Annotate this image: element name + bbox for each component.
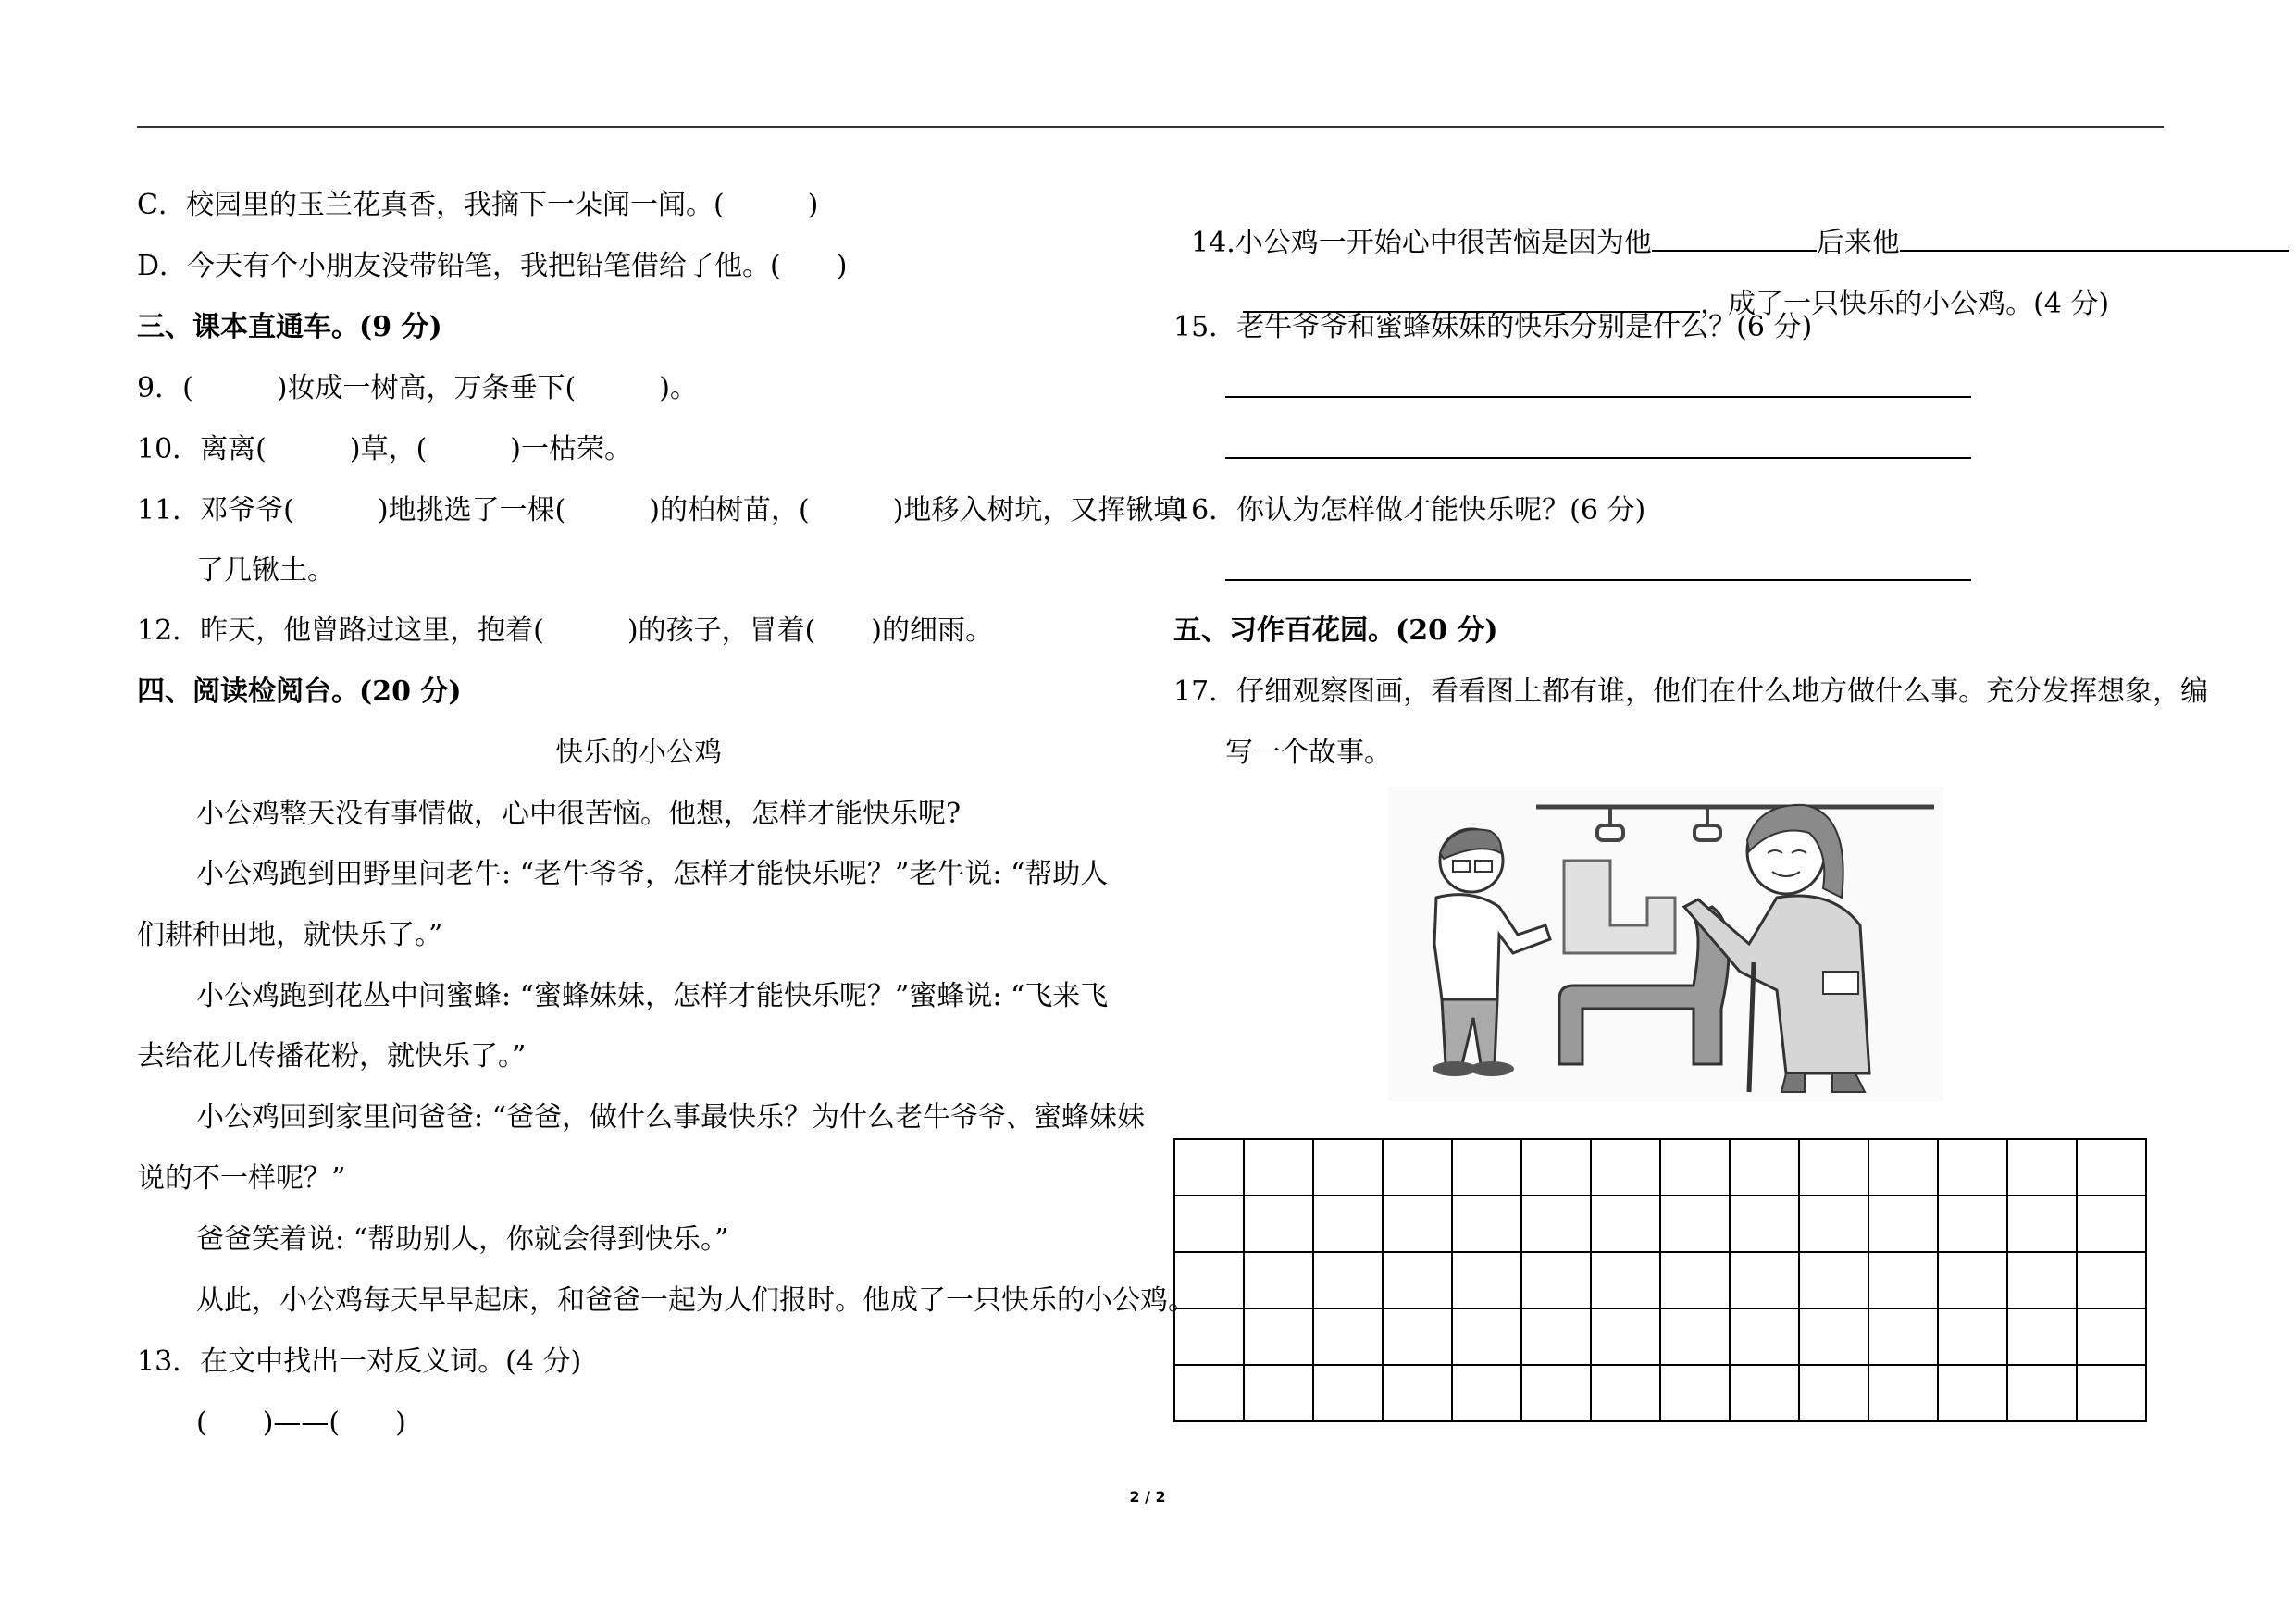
grid-cell	[1174, 1308, 1244, 1365]
story-title: 快乐的小公鸡	[555, 737, 722, 769]
answer-line[interactable]	[1225, 457, 1971, 459]
composition-grid[interactable]	[1173, 1138, 2147, 1422]
grid-cell	[1244, 1196, 1313, 1252]
grid-cell	[1660, 1308, 1730, 1365]
grid-cell	[1730, 1252, 1799, 1308]
page-number: 2 / 2	[1129, 1488, 1166, 1506]
question-14-line1	[1173, 187, 2289, 259]
grid-cell	[1383, 1308, 1452, 1365]
grid-cell	[1730, 1139, 1799, 1196]
grid-cell	[1799, 1252, 1868, 1308]
grid-cell	[1799, 1196, 1868, 1252]
grid-cell	[1313, 1196, 1383, 1252]
grid-cell	[1660, 1196, 1730, 1252]
grid-cell	[2077, 1252, 2146, 1308]
grid-cell	[1730, 1365, 1799, 1421]
grid-cell	[2077, 1308, 2146, 1365]
grid-cell	[1868, 1365, 1938, 1421]
grid-cell	[1591, 1308, 1660, 1365]
grid-cell	[1452, 1365, 1521, 1421]
grid-cell	[1452, 1308, 1521, 1365]
grid-cell	[2007, 1139, 2077, 1196]
grid-cell	[1452, 1252, 1521, 1308]
grid-cell	[1938, 1139, 2007, 1196]
grid-cell	[1383, 1365, 1452, 1421]
grid-cell	[1591, 1196, 1660, 1252]
grid-cell	[1521, 1308, 1591, 1365]
question-14-then: 后来他	[1816, 227, 1900, 259]
question-12: 12．昨天，他曾路过这里，抱着( )的孩子，冒着( )的细雨。	[137, 614, 993, 647]
grid-cell	[1591, 1139, 1660, 1196]
grid-cell	[1799, 1365, 1868, 1421]
question-17-line1: 17．仔细观察图画，看看图上都有谁，他们在什么地方做什么事。充分发挥想象，编	[1173, 676, 2209, 708]
grid-cell	[1313, 1252, 1383, 1308]
grid-cell	[1244, 1308, 1313, 1365]
story-paragraph-1: 小公鸡整天没有事情做，心中很苦恼。他想，怎样才能快乐呢?	[196, 798, 962, 830]
story-paragraph-3-line1: 小公鸡跑到花丛中问蜜蜂: “蜜蜂妹妹，怎样才能快乐呢？”蜜蜂说: “飞来飞	[196, 980, 1109, 1012]
grid-cell	[1868, 1139, 1938, 1196]
grid-cell	[1383, 1196, 1452, 1252]
grid-cell	[2007, 1252, 2077, 1308]
story-paragraph-2-line2: 们耕种田地，就快乐了。”	[137, 919, 443, 951]
grid-cell	[1868, 1196, 1938, 1252]
question-14-line2	[1225, 248, 2110, 320]
question-14-prompt: 14.小公鸡一开始心中很苦恼是因为他	[1191, 227, 1652, 259]
grid-cell	[1799, 1139, 1868, 1196]
question-13-answer: ( )——( )	[196, 1407, 406, 1439]
grid-cell	[1452, 1196, 1521, 1252]
question-9: 9．( )妆成一树高，万条垂下( )。	[137, 372, 698, 404]
grid-cell	[1730, 1196, 1799, 1252]
question-10: 10．离离( )草，( )一枯荣。	[137, 433, 632, 465]
grid-cell	[1244, 1139, 1313, 1196]
story-paragraph-2-line1: 小公鸡跑到田野里问老牛: “老牛爷爷，怎样才能快乐呢？”老牛说: “帮助人	[196, 858, 1109, 890]
story-paragraph-6: 从此，小公鸡每天早早起床，和爸爸一起为人们报时。他成了一只快乐的小公鸡。	[196, 1284, 1196, 1317]
grid-cell	[1383, 1139, 1452, 1196]
grid-cell	[2007, 1365, 2077, 1421]
answer-line[interactable]	[1225, 579, 1971, 581]
grid-cell	[1938, 1365, 2007, 1421]
grid-cell	[1244, 1252, 1313, 1308]
grid-cell	[1313, 1139, 1383, 1196]
grid-cell	[1660, 1139, 1730, 1196]
grid-cell	[2007, 1308, 2077, 1365]
grid-cell	[1938, 1196, 2007, 1252]
grid-row	[1174, 1196, 2146, 1252]
story-paragraph-5: 爸爸笑着说: “帮助别人，你就会得到快乐。”	[196, 1223, 729, 1256]
header-rule	[137, 126, 2164, 128]
section-5-heading: 五、习作百花园。(20 分)	[1173, 614, 1498, 647]
grid-cell	[1452, 1139, 1521, 1196]
question-14-end: ，成了一只快乐的小公鸡。(4 分)	[1700, 288, 2110, 320]
section-3-heading: 三、课本直通车。(9 分)	[137, 311, 442, 343]
grid-cell	[1868, 1308, 1938, 1365]
grid-row	[1174, 1308, 2146, 1365]
question-15: 15．老牛爷爷和蜜蜂妹妹的快乐分别是什么？(6 分)	[1173, 311, 1813, 343]
grid-cell	[1521, 1365, 1591, 1421]
grid-cell	[1174, 1196, 1244, 1252]
grid-row	[1174, 1252, 2146, 1308]
grid-row	[1174, 1365, 2146, 1421]
grid-cell	[1521, 1196, 1591, 1252]
grid-cell	[1660, 1252, 1730, 1308]
grid-cell	[1383, 1252, 1452, 1308]
story-paragraph-4-line2: 说的不一样呢？”	[137, 1162, 346, 1195]
question-13: 13．在文中找出一对反义词。(4 分)	[137, 1345, 582, 1378]
question-11-line2: 了几锹土。	[196, 554, 335, 587]
grid-cell	[1938, 1308, 2007, 1365]
grid-cell	[2077, 1196, 2146, 1252]
question-16: 16．你认为怎样做才能快乐呢？(6 分)	[1173, 494, 1646, 527]
grid-row	[1174, 1139, 2146, 1196]
grid-cell	[1521, 1139, 1591, 1196]
grid-cell	[1799, 1308, 1868, 1365]
answer-line[interactable]	[1225, 396, 1971, 398]
story-paragraph-4-line1: 小公鸡回到家里问爸爸: “爸爸，做什么事最快乐？为什么老牛爷爷、蜜蜂妹妹	[196, 1101, 1145, 1134]
grid-cell	[2007, 1196, 2077, 1252]
question-11-line1: 11．邓爷爷( )地挑选了一棵( )的柏树苗，( )地移入树坑，又挥锹填	[137, 494, 1182, 527]
grid-cell	[1868, 1252, 1938, 1308]
section-4-heading: 四、阅读检阅台。(20 分)	[137, 676, 462, 708]
grid-cell	[1730, 1308, 1799, 1365]
grid-cell	[2077, 1365, 2146, 1421]
grid-cell	[1174, 1365, 1244, 1421]
grid-cell	[1313, 1365, 1383, 1421]
grid-cell	[1660, 1365, 1730, 1421]
story-paragraph-3-line2: 去给花儿传播花粉，就快乐了。”	[137, 1040, 527, 1072]
grid-cell	[1313, 1308, 1383, 1365]
question-17-line2: 写一个故事。	[1225, 737, 1392, 769]
option-c: C．校园里的玉兰花真香，我摘下一朵闻一闻。( )	[137, 189, 819, 221]
grid-cell	[1174, 1252, 1244, 1308]
grid-cell	[1938, 1252, 2007, 1308]
grid-cell	[1244, 1365, 1313, 1421]
grid-cell	[1591, 1252, 1660, 1308]
bus-scene-illustration	[1388, 787, 1943, 1101]
option-d: D．今天有个小朋友没带铅笔，我把铅笔借给了他。( )	[137, 250, 848, 282]
grid-cell	[1521, 1252, 1591, 1308]
grid-cell	[2077, 1139, 2146, 1196]
grid-cell	[1591, 1365, 1660, 1421]
grid-cell	[1174, 1139, 1244, 1196]
